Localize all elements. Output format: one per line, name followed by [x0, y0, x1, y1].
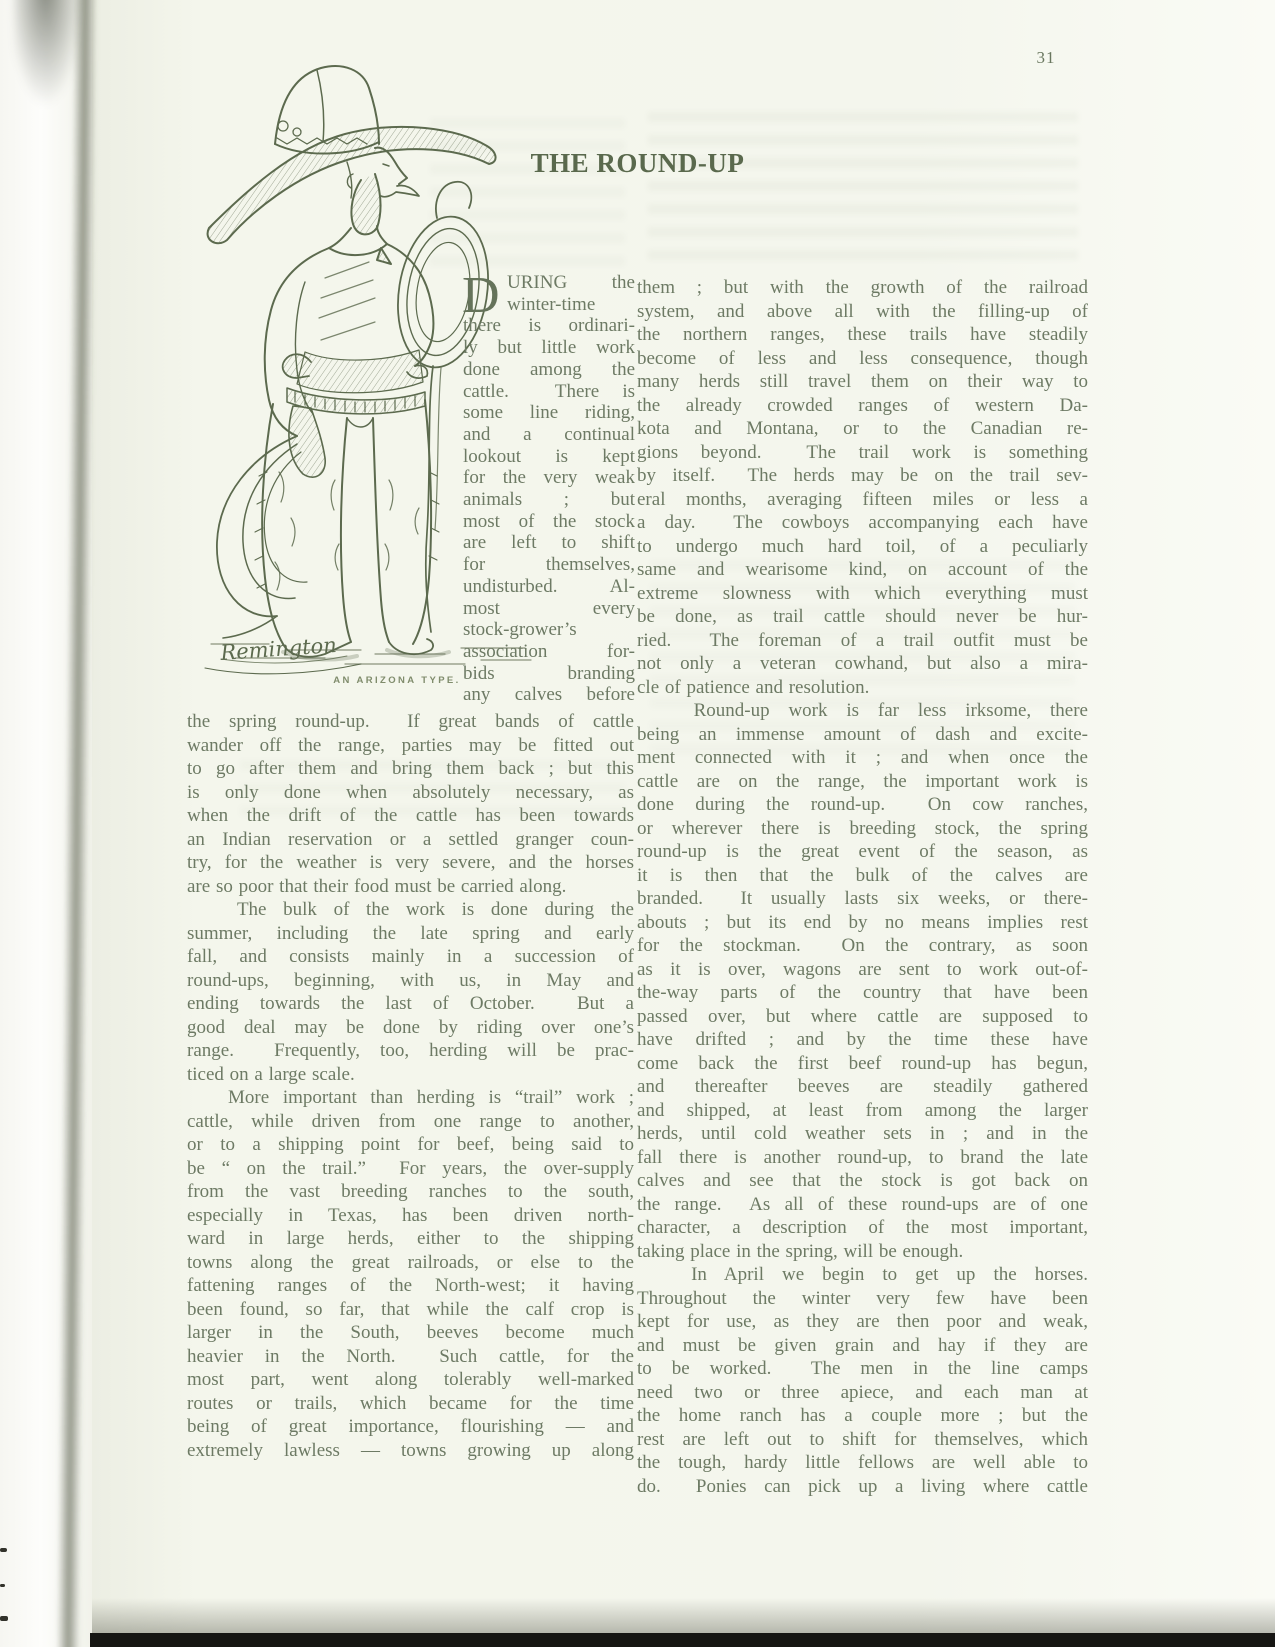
text-line: be “ on the trail.” For years, the over-supply [187, 1157, 634, 1179]
text-line: animals ; but [463, 489, 635, 511]
text-line: need two or three apiece, and each man at [637, 1381, 1088, 1403]
text-line: lookout is kept [463, 445, 635, 467]
text-line: some line riding, [463, 402, 635, 424]
text-line: undisturbed. Al- [463, 575, 635, 597]
text-line: done during the round-up. On cow ranches, [637, 794, 1088, 815]
narrow-column [462, 267, 635, 706]
text-line: association for- [463, 640, 635, 662]
cowboy-head [347, 148, 419, 235]
text-line: any calves before [463, 684, 635, 706]
text-line: been found, so far, that while the calf crop is [187, 1298, 634, 1320]
text-line: or to a shipping point for beef, being said to [187, 1134, 634, 1155]
text-line: fall, and consists mainly in a succession of [187, 946, 634, 967]
text-line: stock-grower’s [463, 619, 577, 641]
text-line: taking place in the spring, will be enough. [637, 1240, 964, 1262]
text-line: cattle, while driven from one range to another, [187, 1110, 634, 1132]
text-line: an Indian reservation or a settled granger coun- [187, 828, 634, 850]
text-line: the already crowded ranges of western Da- [637, 394, 1088, 416]
text-line: cle of patience and resolution. [637, 676, 870, 698]
text-line: herds, until cold weather sets in ; and in the [637, 1123, 1088, 1144]
text-line: routes or trails, which became for the time [187, 1392, 634, 1414]
text-line: URING the [507, 272, 635, 293]
text-line: ried. The foreman of a trail outfit must be [637, 629, 1088, 651]
text-line: it is then that the bulk of the calves are [637, 864, 1088, 886]
article-title: THE ROUND-UP [530, 148, 745, 178]
left-column [187, 710, 634, 1462]
text-line: Throughout the winter very few have been [637, 1287, 1088, 1309]
text-line: the home ranch has a couple more ; but the [637, 1405, 1088, 1426]
text-line: especially in Texas, has been driven north- [187, 1204, 634, 1226]
text-line: summer, including the late spring and early [187, 922, 634, 944]
text-line: larger in the South, beeves become much [187, 1322, 634, 1343]
text-line: same and wearisome kind, on account of the [637, 559, 1088, 580]
text-line: wander off the range, parties may be fitted out [187, 734, 634, 756]
text-line: or wherever there is breeding stock, the spring [637, 817, 1088, 839]
bleed-through-text [648, 112, 1078, 272]
text-line: being of great importance, flourishing — and [187, 1416, 634, 1437]
text-line: fall there is another round-up, to brand the late [637, 1146, 1088, 1168]
text-line: ly but little work [463, 337, 635, 359]
text-line: ment connected with it ; and when once the [637, 747, 1088, 768]
text-line: are so poor that their food must be carried along. [187, 875, 567, 897]
text-line: and must be given grain and hay if they are [637, 1334, 1088, 1356]
page-edge-mark [0, 1584, 5, 1587]
text-line: eral months, averaging fifteen miles or less a [637, 488, 1088, 510]
text-line: ticed on a large scale. [187, 1063, 355, 1085]
text-line: round-up is the great event of the season, as [637, 841, 1088, 862]
text-line: ending towards the last of October. But a [187, 993, 634, 1014]
text-line: the range. As all of these round-ups are of one [637, 1193, 1088, 1215]
text-line: not only a veteran cowhand, but also a mira- [637, 653, 1088, 674]
cowboy-legs [255, 400, 439, 657]
text-line: round-ups, beginning, with us, in May and [187, 969, 634, 991]
right-column [637, 276, 1088, 1498]
text-line: when the drift of the cattle has been towards [187, 805, 634, 826]
drop-cap: D [462, 267, 500, 324]
text-line: have drifted ; and by the time these have [637, 1029, 1088, 1050]
illustration-caption: AN ARIZONA TYPE. [333, 675, 461, 686]
text-line: for the stockman. On the contrary, as soon [637, 935, 1088, 956]
gutter-shadow-top [14, 0, 84, 108]
page-bottom-shadow [92, 1598, 1275, 1633]
text-line: many herds still travel them on their way to [637, 371, 1088, 392]
text-line: and a continual [463, 423, 635, 445]
text-line: to be worked. The men in the line camps [637, 1358, 1088, 1379]
text-line: from the vast breeding ranches to the south, [187, 1181, 634, 1202]
text-line: for the very weak [463, 467, 635, 489]
text-line: kota and Montana, or to the Canadian re- [637, 418, 1088, 439]
text-line: calves and see that the stock is got back on [637, 1170, 1088, 1191]
scan-bottom-bar [90, 1633, 1275, 1647]
text-line: ward in large herds, either to the shipping [187, 1228, 634, 1249]
text-line: and thereafter beeves are steadily gathered [637, 1076, 1088, 1097]
text-line: by itself. The herds may be on the trail sev- [637, 465, 1088, 486]
text-line: most part, went along tolerably well-marked [187, 1369, 634, 1390]
text-line: the spring round-up. If great bands of cattle [187, 711, 634, 732]
text-line: In April we begin to get up the horses. [637, 1264, 1088, 1285]
text-line: the-way parts of the country that have been [637, 982, 1088, 1003]
text-line: a day. The cowboys accompanying each have [637, 512, 1088, 533]
text-line: towns along the great railroads, or else to the [187, 1251, 634, 1273]
text-line: to go after them and bring them back ; but this [187, 758, 634, 779]
text-line: system, and above all with the filling-up of [637, 300, 1088, 322]
text-line: fattening ranges of the North-west; it having [187, 1275, 634, 1296]
text-line: to undergo much hard toil, of a peculiarly [637, 535, 1088, 557]
text-line: cattle. There is [463, 380, 635, 402]
text-line: be done, as trail cattle should never be hur- [637, 606, 1088, 627]
text-line: good deal may be done by riding over one’s [187, 1016, 634, 1038]
text-line: being an immense amount of dash and excite- [637, 723, 1088, 745]
text-line: The bulk of the work is done during the [187, 899, 634, 920]
text-line: rest are left out to shift for themselves, which [637, 1428, 1088, 1450]
text-line: become of less and less consequence, though [637, 347, 1088, 369]
text-line: cattle are on the range, the important work is [637, 770, 1088, 792]
text-line: abouts ; but its end by no means implies rest [637, 911, 1088, 933]
artist-signature: Remington [219, 632, 338, 665]
text-line: come back the first beef round-up has begun, [637, 1052, 1088, 1074]
text-line: bids branding [463, 662, 635, 684]
text-line: is only done when absolutely necessary, as [187, 781, 634, 803]
text-line: Round-up work is far less irksome, there [637, 700, 1088, 721]
text-line: done among the [463, 358, 635, 380]
text-line: range. Frequently, too, herding will be prac- [187, 1040, 634, 1061]
text-line: the tough, hardy little fellows are well able to [637, 1452, 1088, 1473]
text-line: and shipped, at least from among the larger [637, 1099, 1088, 1121]
text-line: gions beyond. The trail work is something [637, 441, 1088, 463]
page-edge-mark [0, 1616, 8, 1621]
text-line: try, for the weather is very severe, and the horses [187, 852, 634, 873]
text-line: heavier in the North. Such cattle, for the [187, 1345, 634, 1367]
text-line: as it is over, wagons are sent to work out-of- [637, 958, 1088, 980]
text-line: passed over, but where cattle are supposed to [637, 1005, 1088, 1027]
page-edge-mark [0, 1548, 7, 1552]
text-line: kept for use, as they are then poor and weak, [637, 1311, 1088, 1332]
text-line: winter-time [507, 293, 596, 315]
text-line: extremely lawless — towns growing up along [187, 1439, 634, 1461]
text-line: most every [463, 597, 635, 619]
text-line: character, a description of the most important, [637, 1217, 1088, 1238]
text-line: for themselves, [463, 554, 635, 576]
text-line: extreme slowness with which everything must [637, 582, 1088, 604]
text-line: most of the stock [463, 510, 635, 532]
text-line: are left to shift [463, 532, 635, 554]
text-line: More important than herding is “trail” work ; [187, 1087, 634, 1108]
text-line: the northern ranges, these trails have steadily [637, 324, 1088, 345]
text-line: there is ordinari- [463, 315, 635, 337]
text-line: branded. It usually lasts six weeks, or there- [637, 888, 1088, 909]
text-line: do. Ponies can pick up a living where cattle [637, 1475, 1088, 1497]
page-number: 31 [1036, 48, 1056, 67]
text-line: them ; but with the growth of the railroad [637, 277, 1088, 298]
